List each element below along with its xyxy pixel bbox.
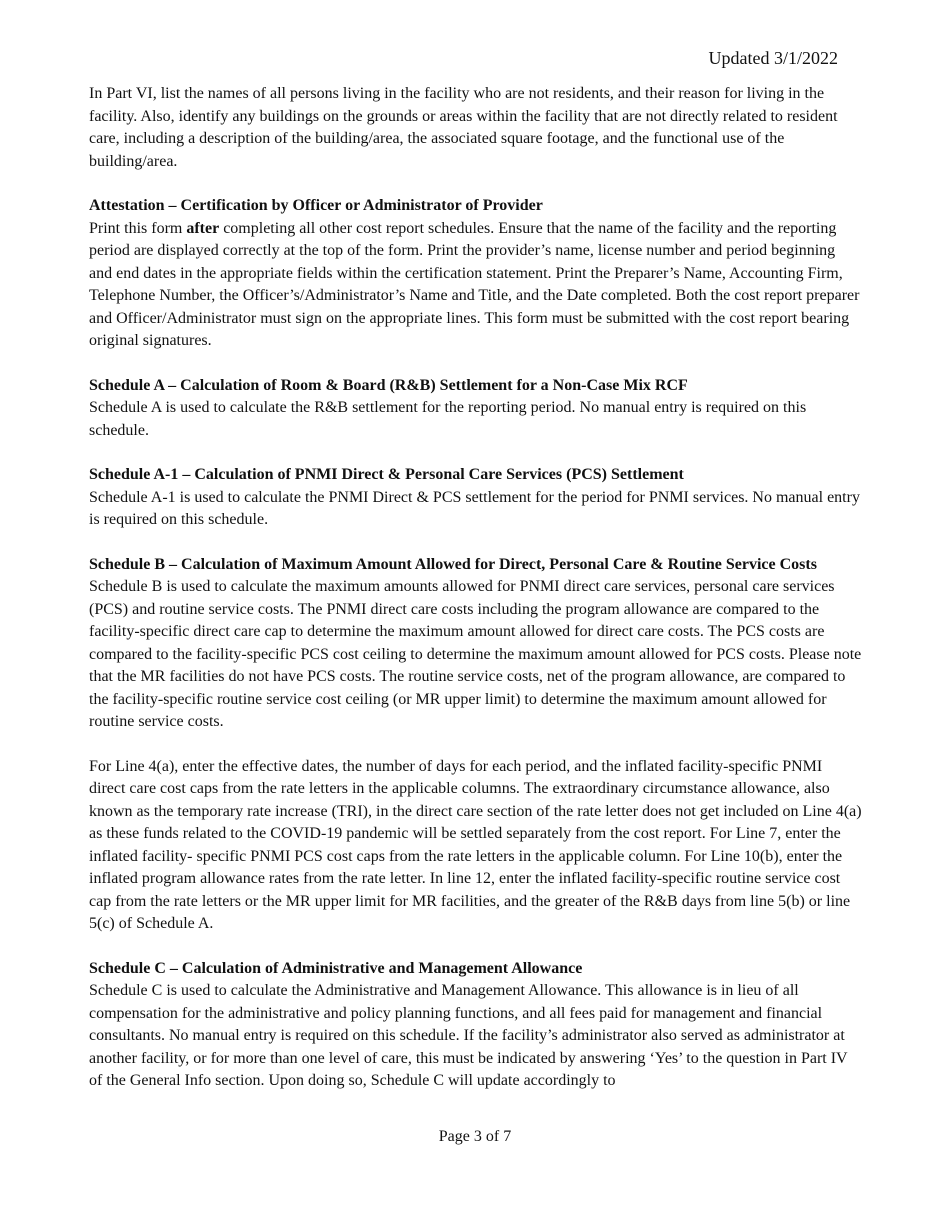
part-vi-paragraph: In Part VI, list the names of all persons living in the facility who are not residents, and their reason for living in the facility. Also, identify any buildings on the grounds or areas within the facility that are not directly related to resident care, including a description of the building/area, the associated square footage, and the functional use of the building/area. — [89, 85, 838, 170]
attestation-paragraph — [89, 218, 862, 353]
schedule-a1-section — [89, 464, 862, 532]
schedule-a1-paragraph: Schedule A-1 is used to calculate the PNMI Direct & PCS settlement for the period for PNMI services. No manual entry is required on this schedule. — [89, 488, 860, 528]
schedule-a-heading: Schedule A – Calculation of Room & Board (R&B) Settlement for a Non-Case Mix RCF — [89, 376, 688, 394]
attestation-emphasis: after — [186, 219, 220, 237]
schedule-b-paragraph-lines: For Line 4(a), enter the effective dates, the number of days for each period, and the inflated facility-specific PNMI direct care cost caps from the rate letters in the applicable columns. The extraordinary circumstance allowance, also known as the temporary rate increase (TRI), in the direct care section of the rate letter does not get included on Line 4(a) as these funds related to the COVID-19 pandemic will be settled separately from the cost report. For Line 7, enter the inflated facility- specific PNMI PCS cost caps from the rate letters in the applicable column. For Line 10(b), enter the inflated program allowance rates from the rate letter. In line 12, enter the inflated facility-specific routine service cost cap from the rate letters or the MR upper limit for MR facilities, and the greater of the R&B days from line 5(b) or line 5(c) of Schedule A. — [89, 757, 862, 932]
schedule-c-paragraph: Schedule C is used to calculate the Administrative and Management Allowance. This allowance is in lieu of all compensation for the administrative and policy planning functions, and all fees paid for management and financial consultants. No manual entry is required on this schedule. If the facility’s administrator also served as administrator at another facility, or for more than one level of care, this must be indicated by answering ‘Yes’ to the question in Part IV of the General Info section. Upon doing so, Schedule C will update accordingly to — [89, 982, 848, 1089]
schedule-a-section — [89, 375, 862, 443]
schedule-b-paragraph: Schedule B is used to calculate the maximum amounts allowed for PNMI direct care services, personal care services (PCS) and routine service costs. The PNMI direct care costs including the program allowance are compared to the facility-specific direct care cap to determine the maximum amount allowed for direct care costs. The PCS costs are compared to the facility-specific PCS cost ceiling to determine the maximum amount allowed for PCS costs. Please note that the MR facilities do not have PCS costs. The routine service costs, net of the program allowance, are compared to the facility-specific routine service cost ceiling (or MR upper limit) to determine the maximum amount allowed for routine service costs. — [89, 578, 862, 730]
attestation-heading: Attestation – Certification by Officer or Administrator of Provider — [89, 197, 543, 214]
schedule-c-heading: Schedule C – Calculation of Administrative and Management Allowance — [89, 959, 583, 977]
schedule-a-paragraph: Schedule A is used to calculate the R&B settlement for the reporting period. No manual entry is required on this schedule. — [89, 399, 807, 439]
updated-date: Updated 3/1/2022 — [708, 48, 838, 68]
page-content — [89, 83, 862, 1093]
schedule-a1-heading: Schedule A-1 – Calculation of PNMI Direct & Personal Care Services (PCS) Settlement — [89, 466, 684, 483]
attestation-text-before: Print this form — [89, 219, 187, 237]
attestation-text-after: completing all other cost report schedules. Ensure that the name of the facility and the reporting period are displayed correctly at the top of the form. Print the provider’s name, license number and period beginning and end dates in the appropriate fields within the certification statement. Print the Preparer’s Name, Accounting Firm, Telephone Number, the Officer’s/Administrator’s Name and Title, and the Date completed. Both the cost report preparer and Officer/Administrator must sign on the appropriate lines. This form must be submitted with the cost report bearing original signatures. — [89, 219, 860, 349]
attestation-section — [89, 195, 862, 353]
page-number: Page 3 of 7 — [438, 1128, 512, 1145]
schedule-b-heading: Schedule B – Calculation of Maximum Amount Allowed for Direct, Personal Care & Routine Service Costs — [89, 555, 817, 573]
schedule-c-section — [89, 958, 862, 1093]
schedule-b-section — [89, 554, 862, 936]
